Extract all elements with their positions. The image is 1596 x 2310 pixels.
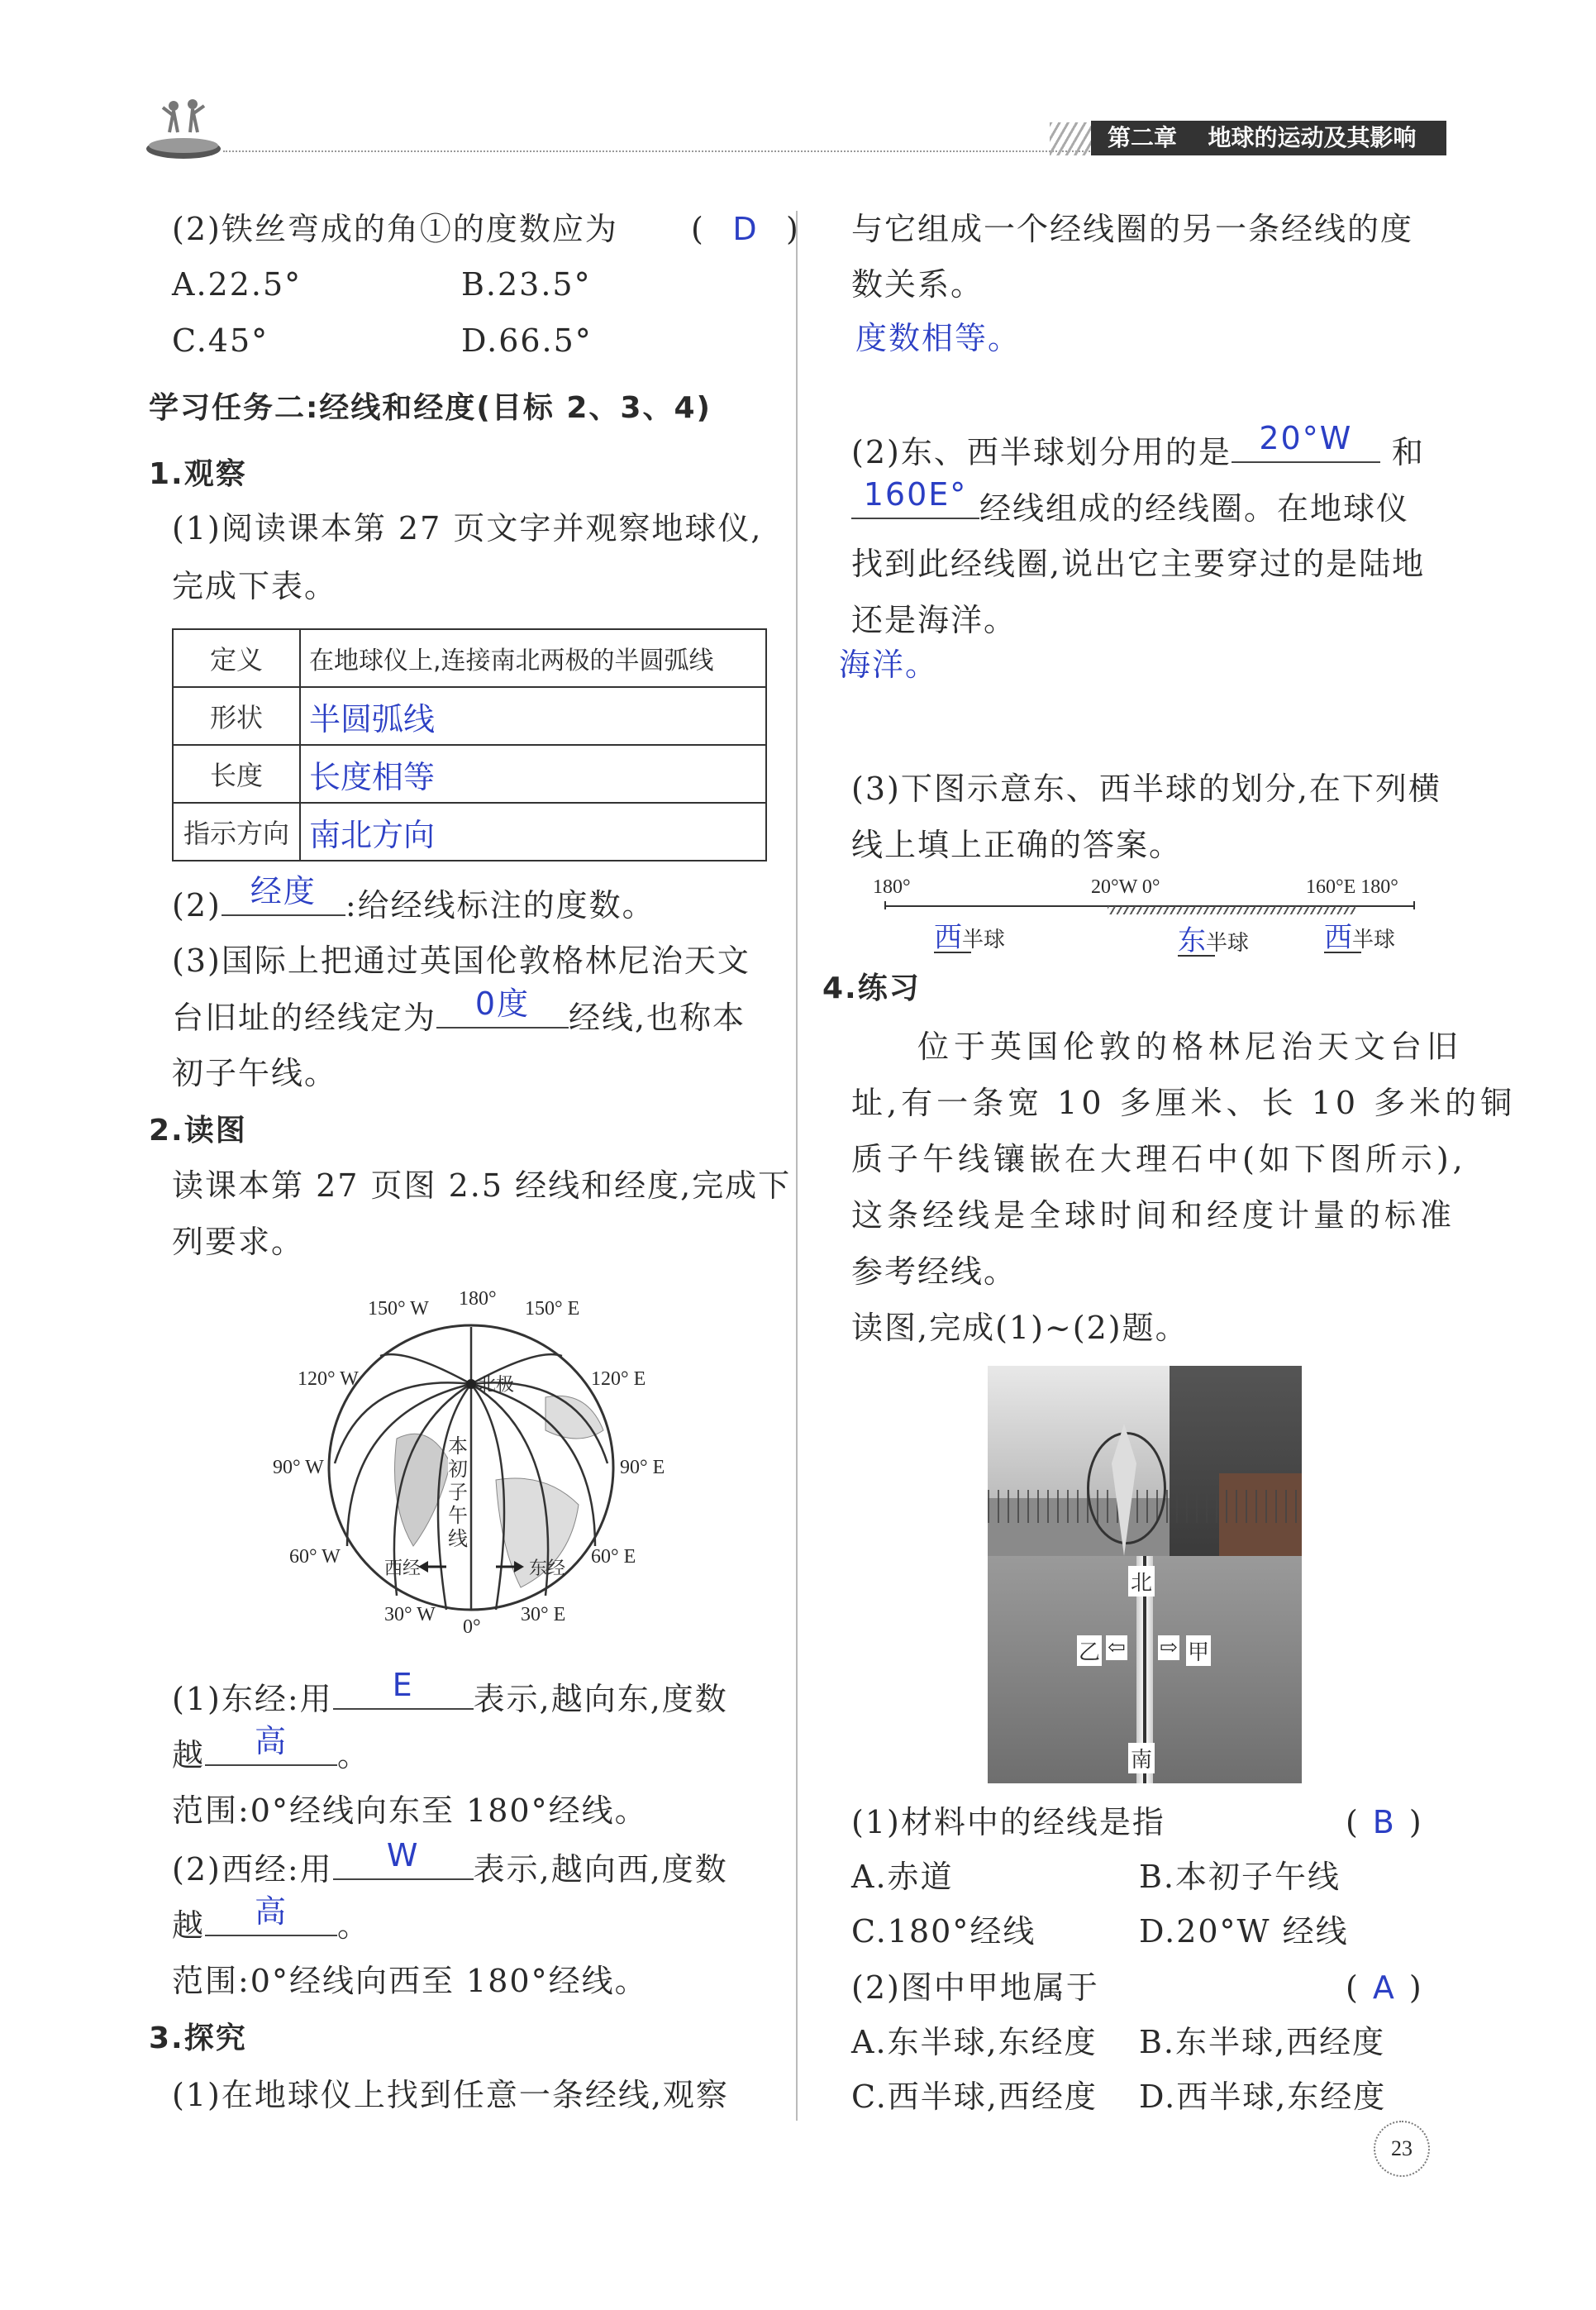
- right-p2d: 找到此经线圈,说出它主要穿过的是陆地: [851, 546, 1426, 582]
- eastern-hemisphere-hatch: [1108, 906, 1355, 914]
- practice-q2-opt-c: C.西半球,西经度: [851, 2079, 1098, 2115]
- globe-label-180: 180°: [459, 1288, 497, 1310]
- observe-p3-answer: 0度: [474, 986, 531, 1022]
- west-long-text-b: 表示,越向西,度数: [473, 1851, 728, 1888]
- section-read-map: 2.读图: [149, 1114, 247, 1148]
- right-p2-text-a: (2)东、西半球划分用的是: [851, 434, 1232, 470]
- table-value-length: 长度相等: [300, 745, 766, 803]
- axis-label-180: 180°: [873, 876, 911, 898]
- task-two-title: 学习任务二:经线和经度(目标 2、3、4): [149, 391, 712, 425]
- practice-q2-paren-close: ): [1408, 1969, 1423, 2006]
- globe-label-120e: 120° E: [591, 1368, 646, 1390]
- globe-label-0: 0°: [463, 1616, 481, 1638]
- west-long-blank1: [333, 1837, 474, 1880]
- globe-north-pole-label: 北极: [478, 1375, 515, 1396]
- table-key-shape: 形状: [173, 687, 300, 745]
- practice-q1-opt-d: D.20°W 经线: [1139, 1913, 1349, 1950]
- east-long-text-c: 越: [172, 1737, 206, 1773]
- photo-right-arrow-icon: ⇨: [1160, 1635, 1178, 1660]
- practice-p2: 址,有一条宽 10 多厘米、长 10 多米的铜: [851, 1085, 1517, 1121]
- right-p1-answer: 度数相等。: [855, 320, 1022, 356]
- table-key-direction: 指示方向: [173, 803, 300, 861]
- header-chapter-box: [1091, 121, 1446, 155]
- hemi-east-answer: 东: [1178, 924, 1206, 957]
- west-long-line1: [172, 1837, 728, 1897]
- practice-q2-opt-a: A.东半球,东经度: [851, 2024, 1098, 2060]
- east-long-text-b: 表示,越向东,度数: [473, 1681, 728, 1717]
- left-q2-answer: D: [732, 211, 759, 247]
- globe-label-30w: 30° W: [384, 1604, 436, 1625]
- practice-q2-opt-d: D.西半球,东经度: [1139, 2079, 1387, 2115]
- header-logo: [145, 91, 223, 161]
- chapter-title: 地球的运动及其影响: [1208, 124, 1417, 151]
- right-p2-answer2: 160E°: [863, 476, 968, 513]
- table-value-direction: 南北方向: [300, 803, 766, 861]
- column-divider: [796, 211, 798, 2121]
- table-value-definition: 在地球仪上,连接南北两极的半圆弧线: [300, 629, 766, 687]
- practice-q1-paren: [1346, 1794, 1423, 1850]
- right-p1a: 与它组成一个经线圈的另一条经线的度: [851, 211, 1414, 247]
- table-row: [173, 629, 766, 687]
- observe-p1b: 完成下表。: [172, 568, 338, 604]
- table-value-shape: 半圆弧线: [300, 687, 766, 745]
- hemi-west-1-text: 半球: [962, 928, 1006, 952]
- table-key-definition: 定义: [173, 629, 300, 687]
- practice-q2-paren-open: (: [1346, 1969, 1360, 2006]
- observe-p2-answer: 经度: [250, 873, 317, 909]
- east-long-text-d: 。: [337, 1737, 371, 1773]
- practice-p3: 质子午线镶嵌在大理石中(如下图所示),: [851, 1141, 1467, 1177]
- globe-label-30e: 30° E: [521, 1604, 566, 1625]
- globe-label-60e: 60° E: [591, 1546, 636, 1568]
- table-row: [173, 745, 766, 803]
- west-long-answer2: 高: [255, 1893, 288, 1930]
- globe-figure: [273, 1288, 694, 1638]
- observe-p3a: (3)国际上把通过英国伦敦格林尼治天文: [172, 943, 750, 979]
- globe-label-120w: 120° W: [298, 1368, 359, 1390]
- west-long-blank2: [205, 1893, 337, 1936]
- right-p2-text-c: 经线组成的经线圈。在地球仪: [979, 490, 1410, 527]
- read-map-p1a: 读课本第 27 页图 2.5 经线和经度,完成下: [172, 1167, 792, 1204]
- practice-q1-paren-close: ): [1408, 1804, 1423, 1840]
- observe-p2: [172, 873, 655, 933]
- east-long-answer1: E: [392, 1667, 414, 1703]
- east-long-text-a: (1)东经:用: [172, 1681, 333, 1717]
- photo-south-label: 南: [1128, 1743, 1155, 1773]
- left-q2-opt-a: A.22.5°: [172, 266, 303, 303]
- explore-p1: (1)在地球仪上找到任意一条经线,观察: [172, 2077, 729, 2113]
- right-p2-answer1: 20°W: [1259, 420, 1353, 456]
- left-q2-opt-d: D.66.5°: [461, 322, 593, 359]
- west-long-line2: [172, 1893, 371, 1954]
- west-long-text-c: 越: [172, 1907, 206, 1944]
- observe-p2-blank: [222, 873, 345, 916]
- practice-q2-line: [851, 1959, 1099, 2016]
- left-q2-opt-c: C.45°: [172, 322, 269, 359]
- read-map-p1b: 列要求。: [172, 1224, 305, 1260]
- practice-q1-line: [851, 1794, 1165, 1850]
- practice-q2-answer: A: [1372, 1969, 1396, 2006]
- globe-label-150e: 150° E: [525, 1298, 580, 1320]
- practice-q1-opt-b: B.本初子午线: [1139, 1859, 1341, 1895]
- practice-q2-paren: [1346, 1959, 1423, 2016]
- photo-yi-label: 乙: [1077, 1635, 1102, 1666]
- globe-label-90e: 90° E: [620, 1457, 665, 1478]
- section-explore: 3.探究: [149, 2021, 247, 2055]
- observe-p3d: 初子午线。: [172, 1055, 338, 1091]
- section-practice: 4.练习: [822, 971, 921, 1005]
- east-long-range: 范围:0°经线向东至 180°经线。: [172, 1792, 648, 1829]
- west-long-text-d: 。: [337, 1907, 371, 1944]
- globe-label-60w: 60° W: [289, 1546, 341, 1568]
- greenwich-photo: [988, 1366, 1302, 1783]
- practice-q1-paren-open: (: [1346, 1804, 1360, 1840]
- observe-p3-blank: [436, 986, 569, 1029]
- practice-q2-text: (2)图中甲地属于: [851, 1969, 1099, 2006]
- right-p3a: (3)下图示意东、西半球的划分,在下列横: [851, 771, 1441, 807]
- right-p3b: 线上填上正确的答案。: [851, 827, 1183, 863]
- left-q2-text: (2)铁丝弯成的角①的度数应为: [172, 211, 618, 247]
- photo-jia-label: 甲: [1186, 1635, 1211, 1666]
- east-long-blank2: [205, 1723, 337, 1766]
- left-q2-paren-close: ): [786, 211, 800, 247]
- practice-p5: 参考经线。: [851, 1253, 1017, 1290]
- table-row: [173, 687, 766, 745]
- hemi-east: [1178, 918, 1249, 957]
- right-p2-blank1: [1232, 420, 1380, 463]
- east-long-blank1: [333, 1667, 474, 1710]
- practice-p6: 读图,完成(1)~(2)题。: [851, 1310, 1189, 1346]
- practice-q1-opt-a: A.赤道: [851, 1859, 954, 1895]
- left-q2-opt-b: B.23.5°: [461, 266, 592, 303]
- axis-tick: [884, 901, 886, 909]
- section-observe: 1.观察: [149, 457, 247, 491]
- photo-north-label: 北: [1128, 1566, 1155, 1596]
- hemi-west-1: [934, 914, 1005, 953]
- west-long-range: 范围:0°经线向西至 180°经线。: [172, 1963, 648, 1999]
- practice-p4: 这条经线是全球时间和经度计量的标准: [851, 1197, 1456, 1234]
- table-row: [173, 803, 766, 861]
- observe-p3c: 经线,也称本: [569, 1000, 746, 1036]
- west-long-text-a: (2)西经:用: [172, 1851, 333, 1888]
- axis-label-20w-0: 20°W 0°: [1091, 876, 1160, 898]
- chapter-label: 第二章: [1108, 124, 1178, 151]
- right-p2-line2: [851, 476, 1410, 537]
- axis-tick: [1413, 901, 1415, 909]
- right-p1b: 数关系。: [851, 266, 984, 303]
- right-p2-text-b: 和: [1391, 434, 1425, 470]
- table-key-length: 长度: [173, 745, 300, 803]
- observe-p1a: (1)阅读课本第 27 页文字并观察地球仪,: [172, 510, 763, 546]
- east-long-answer2: 高: [255, 1723, 288, 1759]
- hemisphere-diagram: [868, 876, 1430, 959]
- observe-p3b: 台旧址的经线定为: [172, 1000, 437, 1036]
- hemi-west-2: [1324, 914, 1395, 953]
- photo-left-arrow-icon: ⇦: [1108, 1635, 1126, 1660]
- right-p2-answer: 海洋。: [839, 647, 939, 683]
- meridian-table: [172, 628, 767, 861]
- hemi-west-2-text: 半球: [1352, 928, 1396, 952]
- practice-q1-text: (1)材料中的经线是指: [851, 1804, 1165, 1840]
- hemi-east-text: 半球: [1206, 931, 1250, 956]
- right-p2-line1: [851, 420, 1425, 480]
- practice-q2-opt-b: B.东半球,西经度: [1139, 2024, 1386, 2060]
- globe-east-label: 东经: [529, 1558, 566, 1579]
- practice-q1-answer: B: [1372, 1804, 1396, 1840]
- globe-label-150w: 150° W: [368, 1298, 429, 1320]
- hemi-west-2-answer: 西: [1324, 921, 1352, 954]
- right-p2-blank2: [851, 476, 979, 519]
- globe-label-90w: 90° W: [273, 1457, 324, 1478]
- globe-west-label: 西经: [384, 1558, 422, 1579]
- axis-label-160e-180: 160°E 180°: [1306, 876, 1398, 898]
- right-p2e: 还是海洋。: [851, 602, 1017, 638]
- practice-p1: 位于英国伦敦的格林尼治天文台旧: [917, 1029, 1464, 1065]
- east-long-line1: [172, 1667, 728, 1727]
- practice-q1-opt-c: C.180°经线: [851, 1913, 1036, 1950]
- globe-prime-meridian-label: 本初子午线: [448, 1434, 468, 1550]
- observe-p3b-line: [172, 986, 746, 1046]
- observe-p2-label: (2): [172, 887, 222, 924]
- observe-p2-text: :给经线标注的度数。: [345, 887, 655, 924]
- left-q2-line: [172, 201, 800, 257]
- west-long-answer1: W: [386, 1837, 420, 1873]
- page-number: 23: [1374, 2121, 1430, 2177]
- hemi-west-1-answer: 西: [934, 921, 962, 954]
- left-q2-paren-open: (: [691, 211, 705, 247]
- east-long-line2: [172, 1723, 371, 1783]
